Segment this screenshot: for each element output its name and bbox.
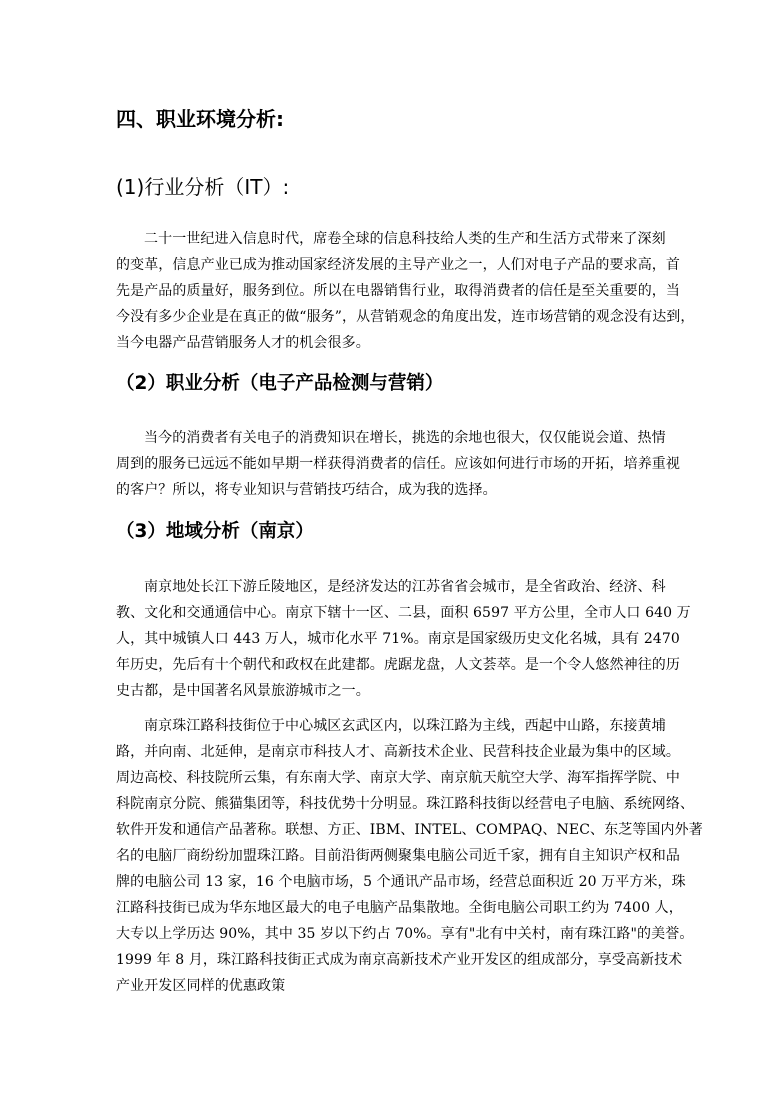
- text-line: 史古都，是中国著名风景旅游城市之一。: [116, 683, 370, 699]
- text-line: 大专以上学历达 90%，其中 35 岁以下约占 70%。享有"北有中关村，南有珠江路"的美誉。: [116, 926, 694, 942]
- text-line: 的变革，信息产业已成为推动国家经济发展的主导产业之一，人们对电子产品的要求高，首: [116, 257, 680, 273]
- text-line: 1999 年 8 月，珠江路科技街正式成为南京高新技术产业开发区的组成部分，享受高新技术: [116, 952, 683, 968]
- text-line: 当今的消费者有关电子的消费知识在增长，挑选的余地也很大，仅仅能说会道、热情: [144, 430, 666, 446]
- paragraph-industry-analysis: [116, 226, 695, 356]
- text-line: 南京珠江路科技街位于中心城区玄武区内，以珠江路为主线，西起中山路，东接黄埔: [144, 718, 666, 734]
- paragraph-region-zhujiang-road: [116, 713, 703, 999]
- heading-industry-analysis: (1)行业分析（IT）:: [116, 175, 290, 199]
- text-line: 年历史，先后有十个朝代和政权在此建都。虎踞龙盘，人文荟萃。是一个令人悠然神往的历: [116, 657, 680, 673]
- text-line: 牌的电脑公司 13 家，16 个电脑市场，5 个通讯产品市场，经营总面积近 20 万平方米，珠: [116, 874, 686, 890]
- text-line: 南京地处长江下游丘陵地区，是经济发达的江苏省省会城市，是全省政治、经济、科: [144, 579, 666, 595]
- text-line: 周到的服务已远远不能如早期一样获得消费者的信任。应该如何进行市场的开拓，培养重视: [116, 456, 680, 472]
- text-line: 今没有多少企业是在真正的做“服务”，从营销观念的角度出发，连市场营销的观念没有达到，: [116, 309, 695, 325]
- text-line: 名的电脑厂商纷纷加盟珠江路。目前沿街两侧聚集电脑公司近千家，拥有自主知识产权和品: [116, 848, 680, 864]
- text-line: 人，其中城镇人口 443 万人，城市化水平 71%。南京是国家级历史文化名城，具有 2470: [116, 631, 680, 647]
- text-line: 教、文化和交通通信中心。南京下辖十一区、二县，面积 6597 平方公里，全市人口 640 万: [116, 605, 691, 621]
- text-line: 当今电器产品营销服务人才的机会很多。: [116, 335, 370, 351]
- text-line: 周边高校、科技院所云集，有东南大学、南京大学、南京航天航空大学、海军指挥学院、中: [116, 770, 680, 786]
- text-line: 科院南京分院、熊猫集团等，科技优势十分明显。珠江路科技街以经营电子电脑、系统网络、: [116, 796, 695, 812]
- text-line: 产业开发区同样的优惠政策: [116, 978, 286, 994]
- heading-career-analysis: （2）职业分析（电子产品检测与营销）: [116, 373, 444, 394]
- text-line: 二十一世纪进入信息时代，席卷全球的信息科技给人类的生产和生活方式带来了深刻: [144, 231, 666, 247]
- heading-region-analysis: （3）地域分析（南京）: [116, 521, 314, 542]
- section-heading-career-environment: 四、职业环境分析:: [116, 107, 284, 131]
- text-line: 软件开发和通信产品著称。联想、方正、IBM、INTEL、COMPAQ、NEC、东芝等国内外著: [116, 822, 703, 838]
- text-line: 江路科技街已成为华东地区最大的电子电脑产品集散地。全街电脑公司职工约为 7400 人，: [116, 900, 683, 916]
- paragraph-region-nanjing: [116, 574, 691, 704]
- paragraph-career-analysis: [116, 425, 680, 503]
- text-line: 路，并向南、北延伸，是南京市科技人才、高新技术企业、民营科技企业最为集中的区域。: [116, 744, 680, 760]
- text-line: 先是产品的质量好，服务到位。所以在电器销售行业，取得消费者的信任是至关重要的，当: [116, 283, 680, 299]
- text-line: 的客户？所以，将专业知识与营销技巧结合，成为我的选择。: [116, 482, 497, 498]
